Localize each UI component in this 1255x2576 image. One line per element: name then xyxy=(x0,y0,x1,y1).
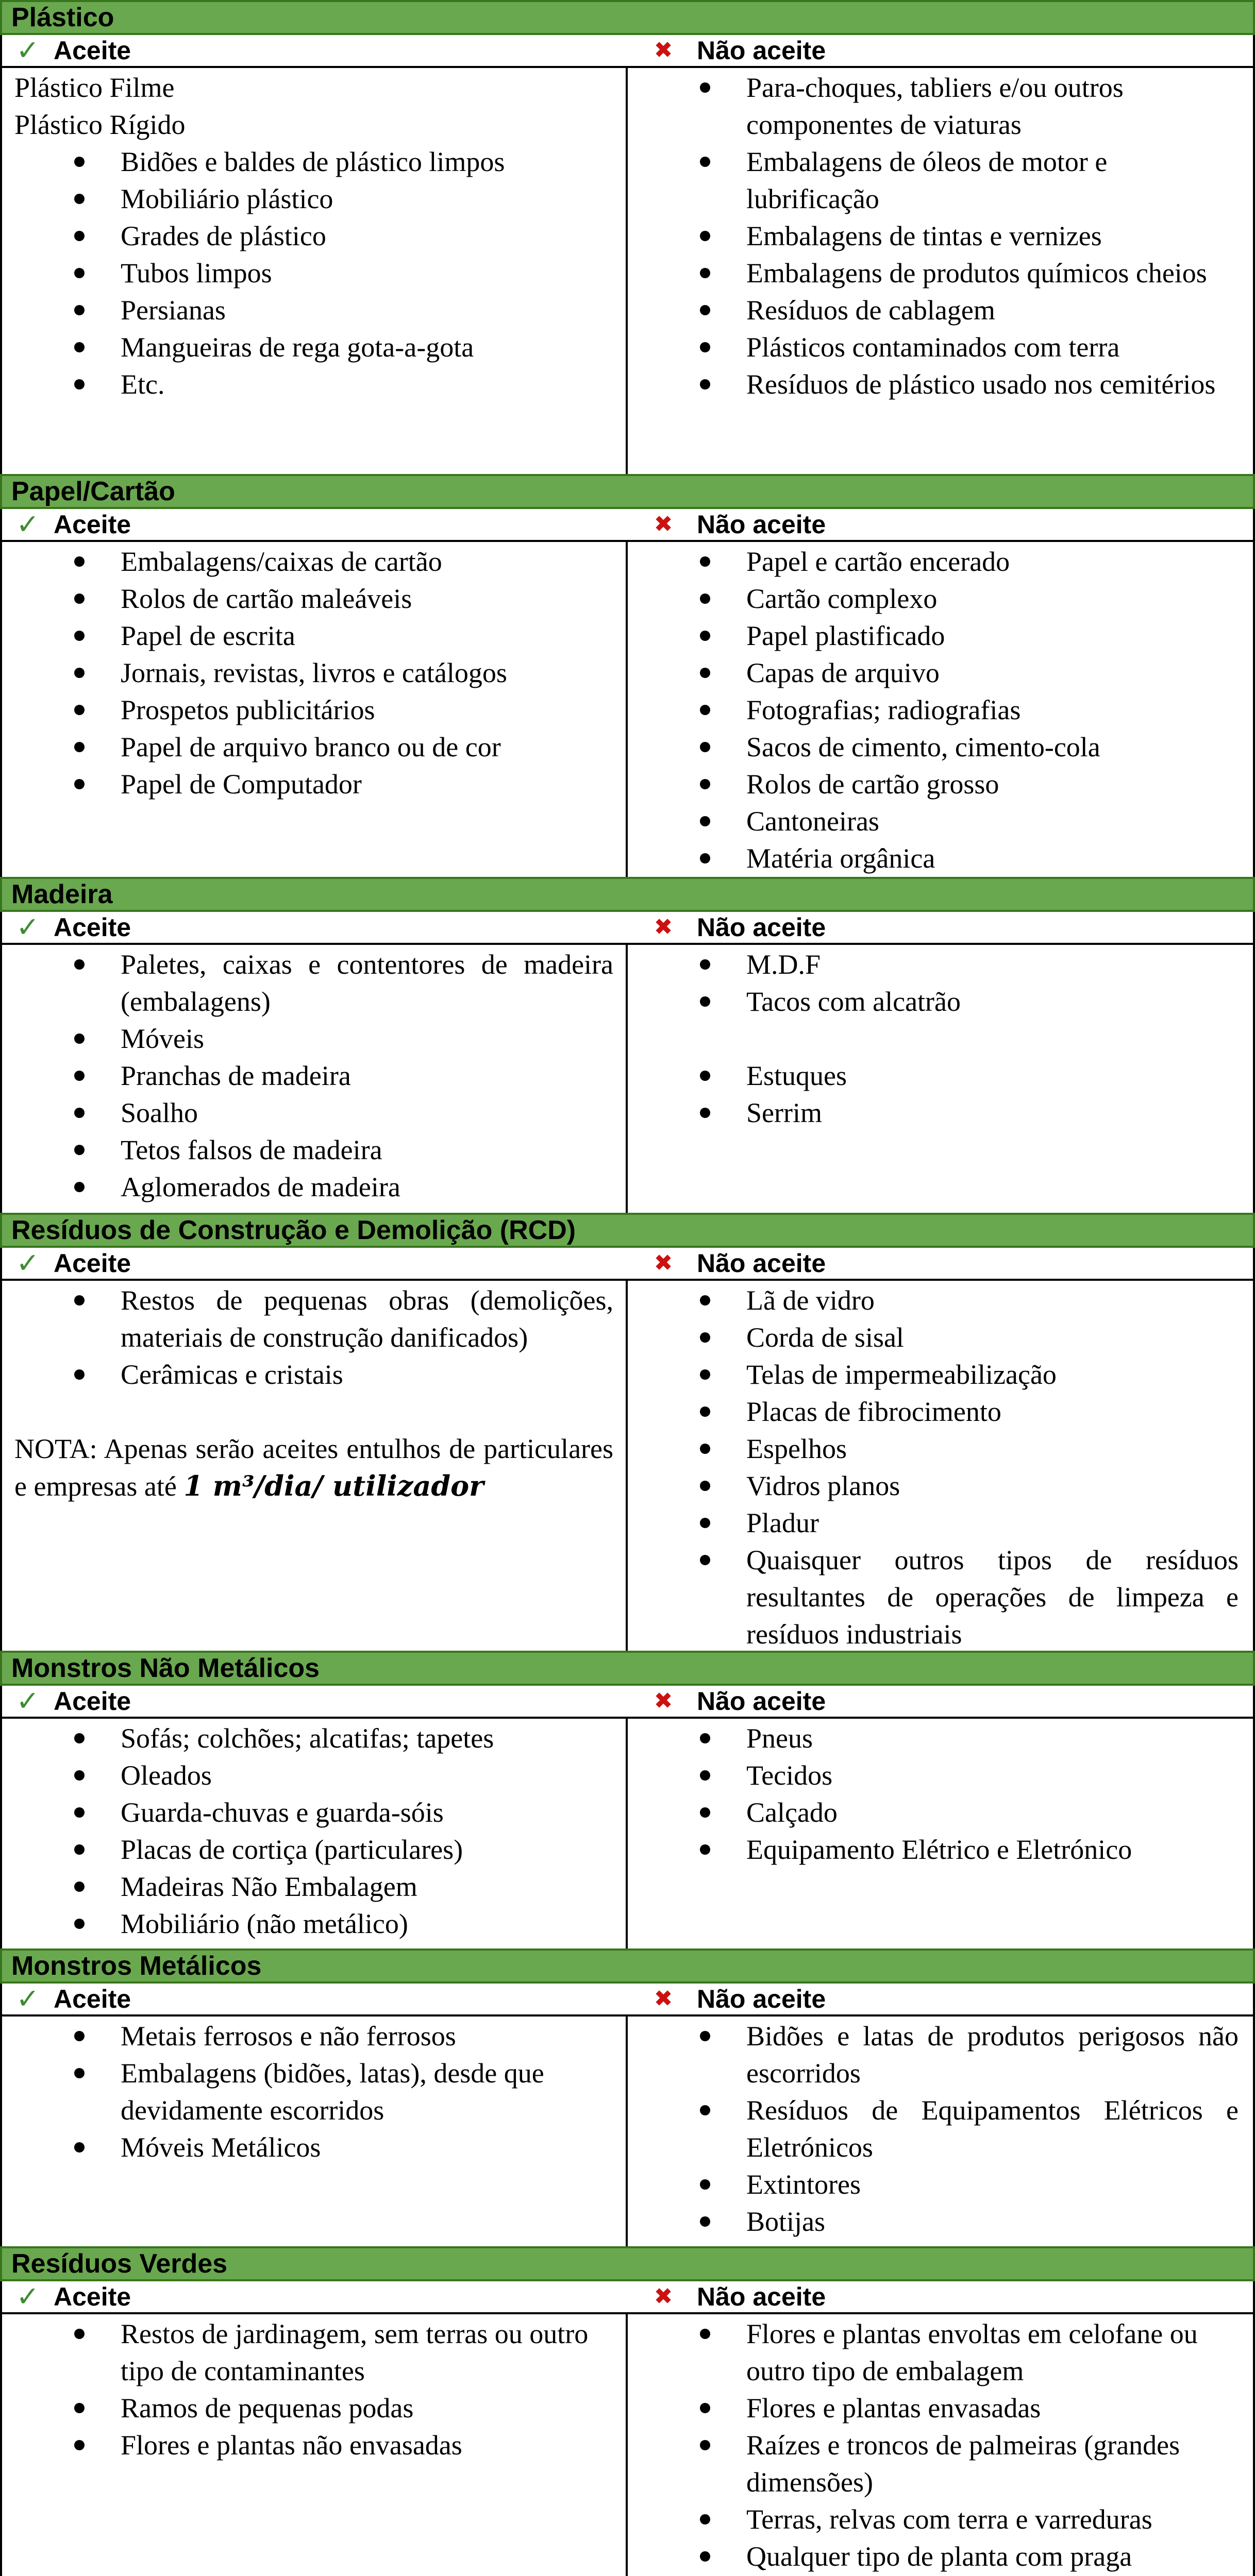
not-accepted-label: Não aceite xyxy=(697,1985,826,2013)
not-accepted-item: Extintores xyxy=(628,2166,1251,2203)
accepted-column xyxy=(2,2314,628,2576)
accepted-item: Cerâmicas e cristais xyxy=(2,1356,626,1393)
check-icon: ✓ xyxy=(16,2281,40,2312)
not-accepted-column xyxy=(628,68,1251,474)
not-accepted-item: Sacos de cimento, cimento-cola xyxy=(628,728,1251,766)
accepted-item: Tetos falsos de madeira xyxy=(2,1131,626,1168)
not-accepted-item: Resíduos de Equipamentos Elétricos e Eletrónicos xyxy=(628,2092,1251,2166)
accepted-item: Sofás; colchões; alcatifas; tapetes xyxy=(2,1720,626,1757)
accepted-label: Aceite xyxy=(54,913,131,942)
not-accepted-label: Não aceite xyxy=(697,510,826,539)
not-accepted-column xyxy=(628,945,1251,1213)
not-accepted-item: Matéria orgânica xyxy=(628,840,1251,877)
accepted-item: Embalagens/caixas de cartão xyxy=(2,543,626,580)
section-subheader xyxy=(0,1248,1255,1281)
not-accepted-item: Cartão complexo xyxy=(628,580,1251,617)
not-accepted-item: Para-choques, tabliers e/ou outros componentes de viaturas xyxy=(628,69,1251,143)
accepted-label: Aceite xyxy=(54,1249,131,1278)
accepted-item: Soalho xyxy=(2,1094,626,1131)
not-accepted-item: Estuques xyxy=(628,1057,1251,1094)
section-title: Madeira xyxy=(0,877,1255,912)
not-accepted-column xyxy=(628,2016,1251,2246)
check-icon: ✓ xyxy=(16,1984,40,2014)
section-subheader xyxy=(0,35,1255,68)
note-text: NOTA: Apenas serão aceites entulhos de particulares e empresas até xyxy=(14,1433,613,1502)
not-accepted-column xyxy=(628,1719,1251,1948)
section-body xyxy=(0,68,1255,474)
accepted-plain-item: Plástico Filme xyxy=(14,72,175,103)
section-body xyxy=(0,2016,1255,2246)
accepted-item: Bidões e baldes de plástico limpos xyxy=(2,143,626,180)
accepted-column xyxy=(2,68,628,474)
accepted-label: Aceite xyxy=(54,1687,131,1716)
not-accepted-item: Botijas xyxy=(628,2203,1251,2240)
not-accepted-item: Telas de impermeabilização xyxy=(628,1356,1251,1393)
accepted-item: Móveis Metálicos xyxy=(2,2129,626,2166)
not-accepted-item: Lã de vidro xyxy=(628,1282,1251,1319)
section-title: Resíduos de Construção e Demolição (RCD) xyxy=(0,1213,1255,1248)
section-subheader xyxy=(0,912,1255,945)
accepted-item: Papel de arquivo branco ou de cor xyxy=(2,728,626,766)
spacer xyxy=(628,1020,1251,1057)
accepted-label: Aceite xyxy=(54,1985,131,2013)
not-accepted-item: Resíduos de plástico usado nos cemitérios xyxy=(628,366,1251,403)
section-title: Resíduos Verdes xyxy=(0,2246,1255,2281)
accepted-item: Restos de pequenas obras (demolições, materiais de construção danificados) xyxy=(2,1282,626,1356)
not-accepted-item: M.D.F xyxy=(628,946,1251,983)
section-body xyxy=(0,945,1255,1213)
not-accepted-item: Qualquer tipo de planta com praga xyxy=(628,2538,1251,2575)
section-title: Monstros Não Metálicos xyxy=(0,1651,1255,1686)
accepted-column xyxy=(2,2016,628,2246)
accepted-item: Ramos de pequenas podas xyxy=(2,2389,626,2427)
section-subheader xyxy=(0,1686,1255,1719)
accepted-item: Rolos de cartão maleáveis xyxy=(2,580,626,617)
section-subheader xyxy=(0,509,1255,542)
accepted-item: Etc. xyxy=(2,366,626,403)
accepted-item: Madeiras Não Embalagem xyxy=(2,1868,626,1905)
not-accepted-label: Não aceite xyxy=(697,913,826,942)
accepted-item: Aglomerados de madeira xyxy=(2,1168,626,1206)
accepted-item: Mangueiras de rega gota-a-gota xyxy=(2,329,626,366)
check-icon: ✓ xyxy=(16,1686,40,1717)
not-accepted-item: Quaisquer outros tipos de resíduos resultantes de operações de limpeza e resíduos industriais xyxy=(628,1541,1251,1653)
not-accepted-item: Placas de fibrocimento xyxy=(628,1393,1251,1430)
accepted-item: Metais ferrosos e não ferrosos xyxy=(2,2018,626,2055)
section-body xyxy=(0,1281,1255,1651)
not-accepted-column xyxy=(628,542,1251,877)
accepted-label: Aceite xyxy=(54,510,131,539)
accepted-item: Papel de escrita xyxy=(2,617,626,654)
section-papel-cartao xyxy=(0,474,1255,877)
cross-icon: ✖ xyxy=(654,1250,673,1276)
not-accepted-item: Rolos de cartão grosso xyxy=(628,766,1251,803)
accepted-item: Persianas xyxy=(2,292,626,329)
not-accepted-label: Não aceite xyxy=(697,1249,826,1278)
not-accepted-item: Papel plastificado xyxy=(628,617,1251,654)
not-accepted-item: Fotografias; radiografias xyxy=(628,691,1251,728)
accepted-label: Aceite xyxy=(54,2282,131,2311)
not-accepted-label: Não aceite xyxy=(697,36,826,65)
accepted-item: Papel de Computador xyxy=(2,766,626,803)
not-accepted-label: Não aceite xyxy=(697,2282,826,2311)
not-accepted-item: Papel e cartão encerado xyxy=(628,543,1251,580)
check-icon: ✓ xyxy=(16,509,40,540)
not-accepted-item: Tacos com alcatrão xyxy=(628,983,1251,1020)
not-accepted-item: Calçado xyxy=(628,1794,1251,1831)
not-accepted-item: Pladur xyxy=(628,1504,1251,1541)
not-accepted-item: Vidros planos xyxy=(628,1467,1251,1504)
not-accepted-item: Tecidos xyxy=(628,1757,1251,1794)
section-rcd xyxy=(0,1213,1255,1651)
section-plastico xyxy=(0,0,1255,474)
not-accepted-item: Capas de arquivo xyxy=(628,654,1251,691)
accepted-item: Flores e plantas não envasadas xyxy=(2,2427,626,2464)
section-subheader xyxy=(0,1984,1255,2016)
not-accepted-item: Terras, relvas com terra e varreduras xyxy=(628,2501,1251,2538)
not-accepted-item: Embalagens de produtos químicos cheios xyxy=(628,255,1251,292)
accepted-column xyxy=(2,945,628,1213)
section-residuos-verdes xyxy=(0,2246,1255,2576)
not-accepted-item: Embalagens de tintas e vernizes xyxy=(628,217,1251,255)
check-icon: ✓ xyxy=(16,35,40,66)
not-accepted-item: Equipamento Elétrico e Eletrónico xyxy=(628,1831,1251,1868)
accepted-item: Prospetos publicitários xyxy=(2,691,626,728)
accepted-item: Placas de cortiça (particulares) xyxy=(2,1831,626,1868)
section-title: Plástico xyxy=(0,0,1255,35)
accepted-column xyxy=(2,1719,628,1948)
not-accepted-label: Não aceite xyxy=(697,1687,826,1716)
not-accepted-item: Espelhos xyxy=(628,1430,1251,1467)
accepted-item: Paletes, caixas e contentores de madeira (embalagens) xyxy=(2,946,626,1020)
cross-icon: ✖ xyxy=(654,38,673,63)
section-madeira xyxy=(0,877,1255,1213)
accepted-label: Aceite xyxy=(54,36,131,65)
accepted-item: Restos de jardinagem, sem terras ou outro tipo de contaminantes xyxy=(2,2315,626,2389)
accepted-item: Mobiliário plástico xyxy=(2,180,626,217)
accepted-plain-item: Plástico Rígido xyxy=(14,109,186,140)
accepted-item: Móveis xyxy=(2,1020,626,1057)
not-accepted-item: Bidões e latas de produtos perigosos não escorridos xyxy=(628,2018,1251,2092)
section-body xyxy=(0,542,1255,877)
section-monstros-nao-metalicos xyxy=(0,1651,1255,1948)
accepted-item: Pranchas de madeira xyxy=(2,1057,626,1094)
not-accepted-column xyxy=(628,2314,1251,2576)
note xyxy=(2,1430,626,1505)
section-monstros-metalicos xyxy=(0,1948,1255,2246)
section-body xyxy=(0,2314,1255,2576)
section-subheader xyxy=(0,2281,1255,2314)
accepted-column xyxy=(2,1281,628,1651)
not-accepted-item: Plásticos contaminados com terra xyxy=(628,329,1251,366)
not-accepted-item: Corda de sisal xyxy=(628,1319,1251,1356)
not-accepted-item: Cantoneiras xyxy=(628,803,1251,840)
accepted-item: Guarda-chuvas e guarda-sóis xyxy=(2,1794,626,1831)
not-accepted-item: Resíduos de cablagem xyxy=(628,292,1251,329)
not-accepted-item: Serrim xyxy=(628,1094,1251,1131)
section-body xyxy=(0,1719,1255,1948)
accepted-item: Oleados xyxy=(2,1757,626,1794)
not-accepted-item: Flores e plantas envoltas em celofane ou outro tipo de embalagem xyxy=(628,2315,1251,2389)
section-title: Monstros Metálicos xyxy=(0,1948,1255,1984)
check-icon: ✓ xyxy=(16,912,40,943)
not-accepted-item: Flores e plantas envasadas xyxy=(628,2389,1251,2427)
accepted-item: Jornais, revistas, livros e catálogos xyxy=(2,654,626,691)
not-accepted-column xyxy=(628,1281,1251,1651)
section-title: Papel/Cartão xyxy=(0,474,1255,509)
cross-icon: ✖ xyxy=(654,512,673,537)
accepted-item: Mobiliário (não metálico) xyxy=(2,1905,626,1942)
not-accepted-item: Raízes e troncos de palmeiras (grandes dimensões) xyxy=(628,2427,1251,2501)
cross-icon: ✖ xyxy=(654,1688,673,1714)
accepted-column xyxy=(2,542,628,877)
accepted-item: Grades de plástico xyxy=(2,217,626,255)
accepted-item: Embalagens (bidões, latas), desde que devidamente escorridos xyxy=(2,2055,626,2129)
not-accepted-item: Pneus xyxy=(628,1720,1251,1757)
cross-icon: ✖ xyxy=(654,2284,673,2309)
check-icon: ✓ xyxy=(16,1248,40,1279)
not-accepted-item: Embalagens de óleos de motor e lubrificação xyxy=(628,143,1251,217)
note-limit: 1 m³/dia/ utilizador xyxy=(183,1469,484,1502)
cross-icon: ✖ xyxy=(654,914,673,940)
cross-icon: ✖ xyxy=(654,1986,673,2011)
accepted-item: Tubos limpos xyxy=(2,255,626,292)
